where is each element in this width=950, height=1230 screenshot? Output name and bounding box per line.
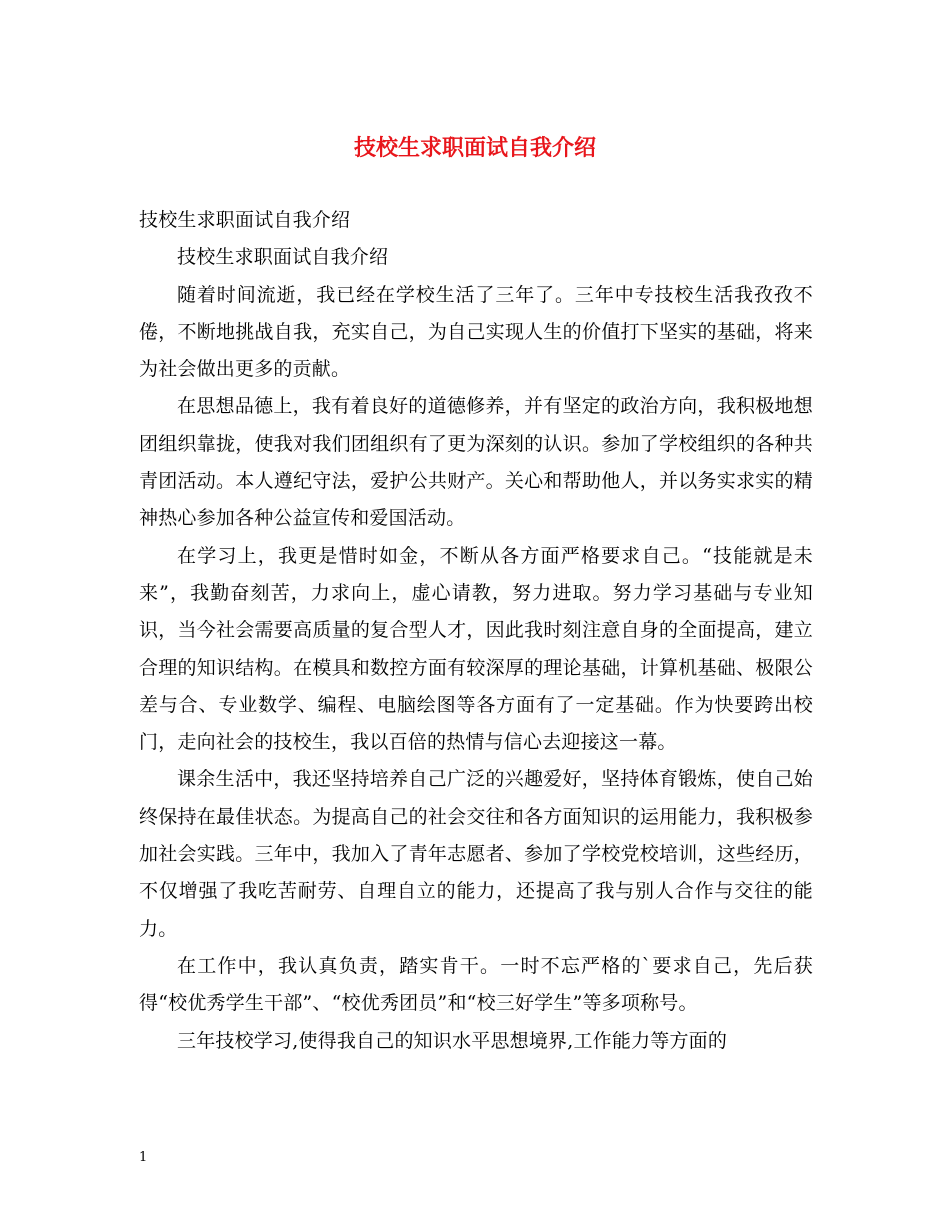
paragraph: 技校生求职面试自我介绍 bbox=[139, 209, 351, 231]
document-title: 技校生求职面试自我介绍 bbox=[353, 135, 596, 161]
document-body bbox=[139, 202, 813, 1060]
paragraph: 技校生求职面试自我介绍 bbox=[177, 246, 389, 269]
paragraph: 在学习上，我更是惜时如金，不断从各方面严格要求自己。“技能就是未来”，我勤奋刻苦，力求向上，虚心请教，努力进取。努力学习基础与专业知识，当今社会需要高质量的复合型人才，因此我时刻注意自身的全面提高，建立合理的知识结构。在模具和数控方面有较深厚的理论基础，计算机基础、极限公差与合、专业数学、编程、电脑绘图等各方面有了一定基础。作为快要跨出校门，走向社会的技校生，我以百倍的热情与信心去迎接这一幕。 bbox=[139, 544, 813, 754]
paragraph: 三年技校学习,使得我自己的知识水平思想境界,工作能力等方面的 bbox=[177, 1029, 728, 1052]
paragraph: 在工作中，我认真负责，踏实肯干。一时不忘严格的`要求自己，先后获得“校优秀学生干部”、“校优秀团员”和“校三好学生”等多项称号。 bbox=[139, 954, 813, 1015]
page-number: 1 bbox=[139, 1150, 148, 1165]
paragraph: 随着时间流逝，我已经在学校生活了三年了。三年中专技校生活我孜孜不倦，不断地挑战自我，充实自己，为自己实现人生的价值打下坚实的基础，将来为社会做出更多的贡献。 bbox=[139, 283, 813, 381]
paragraph: 课余生活中，我还坚持培养自己广泛的兴趣爱好，坚持体育锻炼，使自己始终保持在最佳状态。为提高自己的社会交往和各方面知识的运用能力，我积极参加社会实践。三年中，我加入了青年志愿者、参加了学校党校培训，这些经历，不仅增强了我吃苦耐劳、自理自立的能力，还提高了我与别人合作与交往的能力。 bbox=[139, 768, 813, 940]
paragraph: 在思想品德上，我有着良好的道德修养，并有坚定的政治方向，我积极地想团组织靠拢，使我对我们团组织有了更为深刻的认识。参加了学校组织的各种共青团活动。本人遵纪守法，爱护公共财产。关心和帮助他人，并以务实求实的精神热心参加各种公益宣传和爱国活动。 bbox=[139, 395, 813, 530]
